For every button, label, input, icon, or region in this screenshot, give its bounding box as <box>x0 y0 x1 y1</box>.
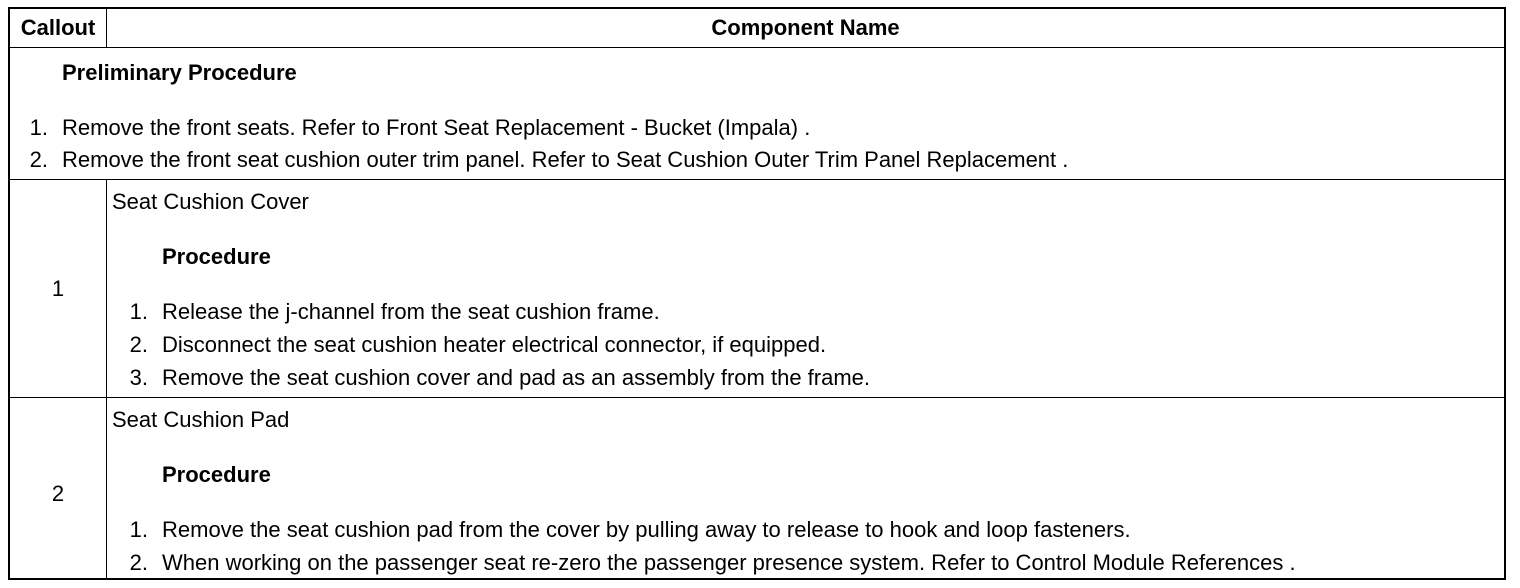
step-number: 1. <box>129 517 148 542</box>
step-text: When working on the passenger seat re-zero the passenger presence system. Refer to Control Module References . <box>162 550 1296 575</box>
procedure-title: Procedure <box>162 462 271 487</box>
header-callout: Callout <box>20 15 96 40</box>
preliminary-step-text: Remove the front seat cushion outer trim panel. Refer to Seat Cushion Outer Trim Panel Replacement . <box>62 147 1069 172</box>
header-divider <box>10 47 1504 48</box>
procedure-table <box>8 7 1506 580</box>
step-number: 3. <box>129 365 148 390</box>
step-text: Remove the seat cushion cover and pad as an assembly from the frame. <box>162 365 871 390</box>
preliminary-step-number: 1. <box>29 115 48 140</box>
step-number: 2. <box>129 332 148 357</box>
preliminary-step-number: 2. <box>29 147 48 172</box>
step-number: 2. <box>129 550 148 575</box>
preliminary-step-text: Remove the front seats. Refer to Front Seat Replacement - Bucket (Impala) . <box>62 115 811 140</box>
procedure-title: Procedure <box>162 244 271 269</box>
header-component-name: Component Name <box>711 15 900 40</box>
component-name: Seat Cushion Cover <box>112 189 309 214</box>
preliminary-title: Preliminary Procedure <box>62 60 297 85</box>
step-text: Disconnect the seat cushion heater electrical connector, if equipped. <box>162 332 827 357</box>
component-name: Seat Cushion Pad <box>112 407 290 432</box>
step-number: 1. <box>129 299 148 324</box>
step-text: Release the j-channel from the seat cushion frame. <box>162 299 660 324</box>
callout-number: 2 <box>51 481 65 506</box>
body-column-divider <box>106 179 107 578</box>
callout-number: 1 <box>51 276 65 301</box>
step-text: Remove the seat cushion pad from the cover by pulling away to release to hook and loop fasteners. <box>162 517 1131 542</box>
row-divider-2 <box>10 397 1504 398</box>
row-divider-1 <box>10 179 1504 180</box>
